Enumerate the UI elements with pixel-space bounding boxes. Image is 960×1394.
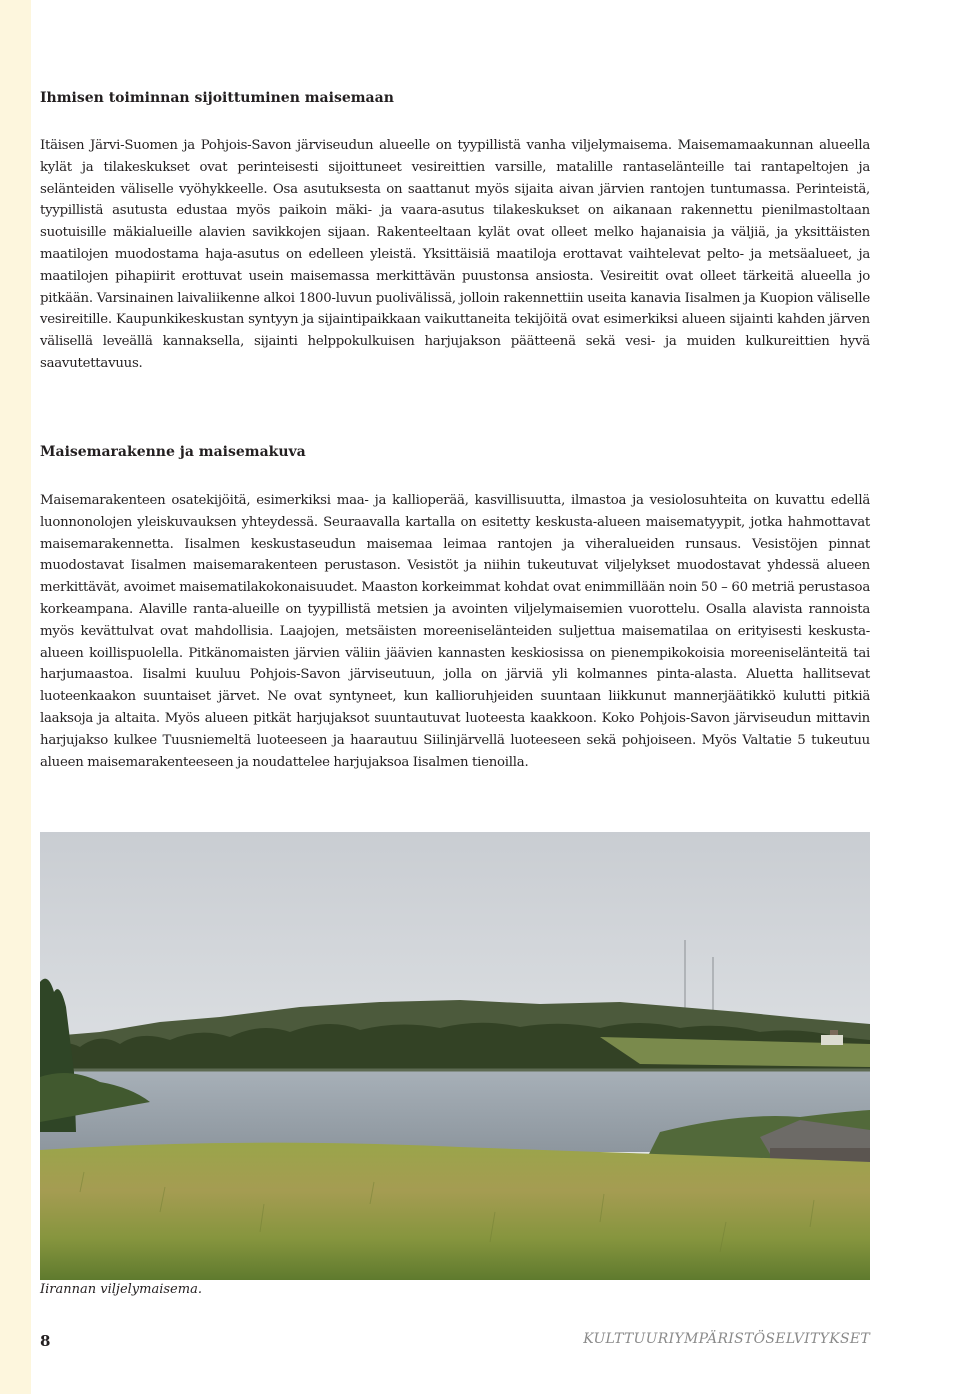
photo-caption: Iirannan viljelymaisema. bbox=[40, 1282, 202, 1297]
running-footer-title: KULTTUURIYMPÄRISTÖSELVITYKSET bbox=[583, 1331, 870, 1347]
landscape-photo bbox=[40, 832, 870, 1280]
section-paragraph-landscape-structure: Maisemarakenteen osatekijöitä, esimerkiksi maa- ja kallioperää, kasvillisuutta, ilmastoa ja vesiolosuhteita on kuvattu edellä luonnonolojen yleiskuvauksen yhteydessä. Seuraavalla kartalla on esitetty keskusta-alueen maisematyypit, jotka hahmottavat maisemarakennetta. Iisalmen keskustaseudun maisemaa leimaa rantojen ja viheralueiden runsaus. Vesistöjen pinnat muodostavat Iisalmen maisemarakenteen perustason. Vesistöt ja niihin tukeutuvat viljelykset muodostavat yhdessä alueen merkittävät, avoimet maisematilakokonaisuudet. Maaston korkeimmat kohdat ovat enimmillään noin 50 – 60 metriä perustasoa korkeampana. Alaville ranta-alueille on tyypillistä metsien ja avointen viljelymaisemien vuorottelu. Osalla alavista rannoista myös kevättulvat ovat mahdollisia. Laajojen, metsäisten moreeniselänteiden suljettua maisematilaa on erityisesti keskusta-alueen koillispuolella. Pitkänomaisten järvien väliin jäävien kannasten keskiosissa on pienempikokoisia moreeniselänteitä tai harjumaastoa. Iisalmi kuuluu Pohjois-Savon järviseutuun, jolla on järviä yli kolmannes pinta-alasta. Aluetta hallitsevat luoteenkaakon suuntaiset järvet. Ne ovat syntyneet, kun kallioruhjeiden suuntaan liikkunut mannerjäätikkö kulutti pitkiä laaksoja ja altaita. Myös alueen pitkät harjujaksot suuntautuvat luoteesta kaakkoon. Koko Pohjois-Savon järviseudun mittavin harjujakso kulkee Tuusniemeltä luoteeseen ja haarautuu Siilinjärvellä luoteeseen sekä pohjoiseen. Myös Valtatie 5 tukeutuu alueen maisemarakenteeseen ja noudattelee harjujaksoa Iisalmen tienoilla. bbox=[40, 493, 870, 770]
section-heading-human-activity: Ihmisen toiminnan sijoittuminen maisemaan bbox=[40, 90, 394, 106]
section-paragraph-human-activity: Itäisen Järvi-Suomen ja Pohjois-Savon järviseudun alueelle on tyypillistä vanha viljelymaisema. Maisemamaakunnan alueella kylät ja tilakeskukset ovat perinteisesti sijoittuneet vesireittien varsille, matalille rantaselänteille tai rantapeltojen ja selänteiden väliselle vyöhykkeelle. Osa asutuksesta on saattanut myös sijaita aivan järvien rantojen tuntumassa. Perinteistä, tyypillistä asutusta edustaa myös paikoin mäki- ja vaara-asutus tilakeskukset on aikanaan rakennettu pienilmastoltaan suotuisille mäkialueille alavien savikkojen sijaan. Rakenteeltaan kylät ovat olleet melko hajanaisia ja väljiä, ja yksittäisten maatilojen muodostama haja-asutus on edelleen yleistä. Yksittäisiä maatiloja erottavat vaihtelevat pelto- ja metsäalueet, ja maatilojen pihapiirit erottuvat usein maisemassa merkittävän puustonsa ansiosta. Vesireitit ovat olleet tärkeitä alueella jo pitkään. Varsinainen laivaliikenne alkoi 1800-luvun puolivälissä, jolloin rakennettiin useita kanavia Iisalmen ja Kuopion väliselle vesireitille. Kaupunkikeskustan syntyyn ja sijaintipaikkaan vaikuttaneita tekijöitä ovat esimerkiksi alueen sijainti kahden järven välisellä leveällä kannaksella, sijainti helppokulkuisen harjujakson päätteenä sekä vesi- ja muiden kulkureittien hyvä saavutettavuus. bbox=[40, 138, 870, 371]
section-heading-landscape-structure: Maisemarakenne ja maisemakuva bbox=[40, 444, 306, 460]
page-number: 8 bbox=[40, 1332, 51, 1350]
side-color-strip bbox=[0, 0, 31, 1394]
